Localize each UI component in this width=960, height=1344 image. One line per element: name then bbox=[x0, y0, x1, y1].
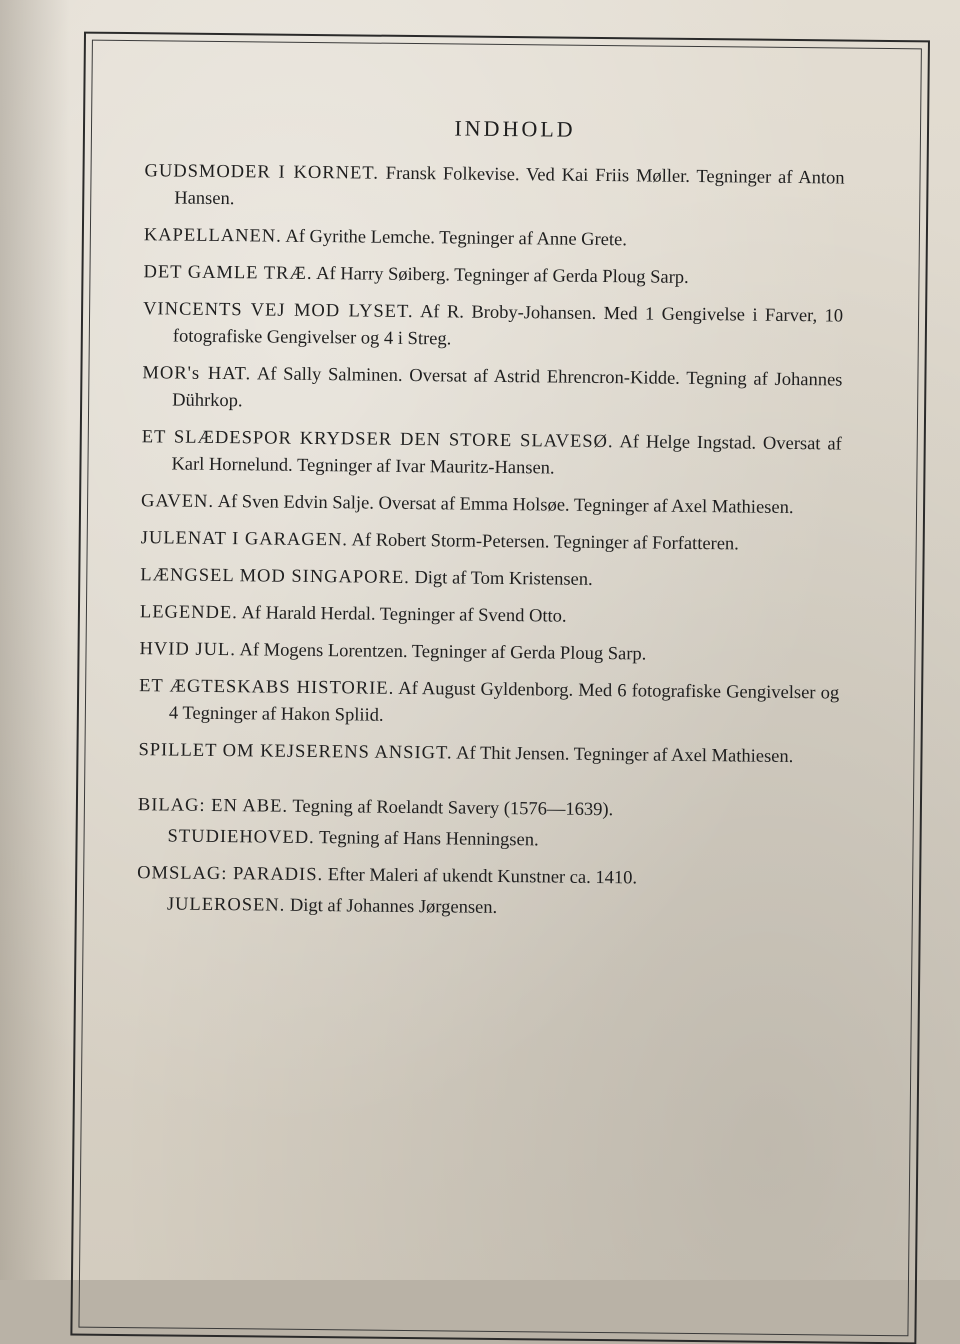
entry-title: LÆNGSEL MOD SINGAPORE. bbox=[140, 565, 410, 589]
entry-text: Af Robert Storm-Petersen. Tegninger af Forfatteren. bbox=[351, 530, 739, 555]
entry-title: GUDSMODER I KORNET. bbox=[144, 161, 379, 184]
toc-entry bbox=[140, 562, 840, 596]
entry-title: ET SLÆDESPOR KRYDSER DEN STORE SLAVESØ. bbox=[141, 427, 614, 453]
entry-text: Fransk Folkevise. Ved Kai Friis Møller. Tegninger af Anton Hansen. bbox=[174, 163, 845, 210]
entry-title: SPILLET OM KEJSERENS ANSIGT. bbox=[138, 740, 453, 764]
toc-entry bbox=[138, 737, 838, 771]
entry-title: GAVEN. bbox=[141, 491, 215, 512]
entry-title: JULENAT I GARAGEN. bbox=[140, 528, 349, 551]
entry-text: Af Harald Herdal. Tegninger af Svend Otto. bbox=[241, 603, 567, 627]
toc-entry bbox=[144, 158, 845, 219]
toc-entry bbox=[142, 360, 843, 421]
entry-title: MOR's HAT. bbox=[142, 363, 252, 385]
toc-entry bbox=[141, 488, 841, 522]
toc-entry bbox=[141, 525, 841, 559]
entry-text: Af Helge Ingstad. Oversat af Karl Hornelund. Tegninger af Ivar Mauritz-Hansen. bbox=[171, 432, 842, 479]
entry-title: KAPELLANEN. bbox=[143, 225, 282, 247]
entry-title: HVID JUL. bbox=[139, 639, 237, 661]
supplement-title: OMSLAG: PARADIS. bbox=[137, 863, 324, 886]
toc-entry bbox=[143, 259, 843, 293]
entry-text: Af Thit Jensen. Tegninger af Axel Mathiesen. bbox=[456, 743, 794, 768]
entry-text: Af August Gyldenborg. Med 6 fotografiske Gengivelser og 4 Tegninger af Hakon Spliid. bbox=[168, 678, 840, 726]
supplement-text: Digt af Johannes Jørgensen. bbox=[289, 895, 498, 918]
entry-title: ET ÆGTESKABS HISTORIE. bbox=[139, 676, 395, 699]
toc-entry bbox=[143, 296, 844, 357]
contents-heading: INDHOLD bbox=[454, 115, 576, 142]
supplement-title: STUDIEHOVED. bbox=[167, 826, 315, 849]
entry-title: LEGENDE. bbox=[139, 602, 238, 624]
table-of-contents bbox=[137, 112, 846, 935]
entry-text: Af Sally Salminen. Oversat af Astrid Ehrencron-Kidde. Tegning af Johannes Dührkop. bbox=[172, 364, 843, 412]
page-shadow bbox=[0, 0, 70, 1280]
entry-text: Af R. Broby-Johansen. Med 1 Gengivelse i Farver, 10 fotografiske Gengivelser og 4 i Streg. bbox=[172, 302, 844, 350]
entry-text: Digt af Tom Kristensen. bbox=[414, 568, 593, 590]
entry-text: Af Harry Søiberg. Tegninger af Gerda Ploug Sarp. bbox=[316, 264, 689, 288]
supplement-text: Tegning af Roelandt Savery (1576—1639). bbox=[292, 796, 614, 821]
toc-entry bbox=[139, 673, 840, 734]
toc-entry bbox=[140, 599, 840, 633]
entry-title: DET GAMLE TRÆ. bbox=[143, 262, 313, 284]
supplement-entry bbox=[137, 860, 837, 894]
supplement-title: BILAG: EN ABE. bbox=[137, 795, 289, 817]
entry-text: Af Sven Edvin Salje. Oversat af Emma Holsøe. Tegninger af Axel Mathiesen. bbox=[217, 491, 794, 519]
toc-entry bbox=[141, 424, 842, 485]
entry-text: Af Mogens Lorentzen. Tegninger af Gerda Ploug Sarp. bbox=[239, 640, 647, 665]
entry-title: VINCENTS VEJ MOD LYSET. bbox=[143, 299, 414, 323]
entry-text: Af Gyrithe Lemche. Tegninger af Anne Grete. bbox=[285, 226, 628, 251]
supplement-text: Efter Maleri af ukendt Kunstner ca. 1410. bbox=[327, 865, 638, 889]
supplement-entry bbox=[138, 792, 838, 826]
supplement-entry bbox=[137, 823, 837, 857]
supplement-text: Tegning af Hans Henningsen. bbox=[318, 828, 539, 851]
toc-entry bbox=[144, 222, 844, 256]
supplement-title: JULEROSEN. bbox=[166, 894, 286, 916]
toc-entry bbox=[139, 636, 839, 670]
page-border bbox=[70, 32, 930, 1344]
supplement-entry bbox=[137, 891, 837, 925]
